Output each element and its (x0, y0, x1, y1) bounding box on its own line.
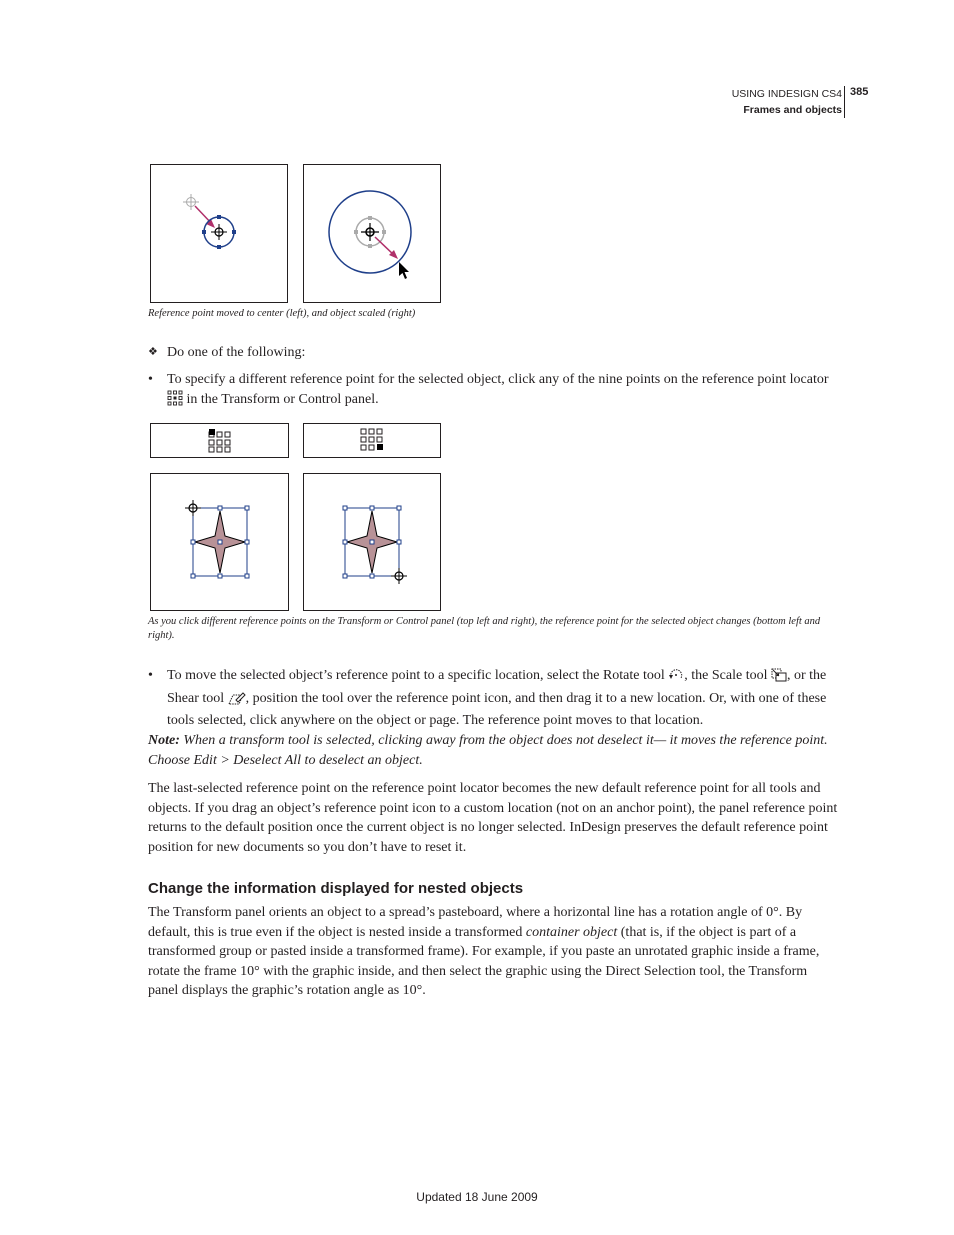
running-header (732, 86, 842, 118)
reference-point-locator-bottom-right-selected (304, 424, 440, 457)
note-paragraph (148, 731, 840, 770)
figure-star-top-left-reference (150, 473, 289, 611)
bullet1-text-start: To specify a different reference point for the selected object, click any of the nine points on the reference point locator (167, 372, 829, 387)
reference-point-locator-icon (167, 390, 183, 413)
note-label: Note: (148, 733, 180, 748)
panel-locator-top-left (150, 423, 289, 458)
figure-reference-point-moved (150, 164, 288, 303)
header-divider (844, 86, 845, 118)
note-text: When a transform tool is selected, clicking away from the object does not deselect it— it moves the reference point. Choose Edit > Deselect All to deselect an object. (148, 733, 828, 768)
book-title: USING INDESIGN CS4 (731, 88, 842, 100)
rotate-tool-icon (668, 668, 684, 689)
figure-object-scaled (303, 164, 441, 303)
bullet-marker: • (148, 372, 153, 387)
figure1-caption: Reference point moved to center (left), and object scaled (right) (148, 308, 416, 319)
panel-locator-top-right (303, 423, 441, 458)
page-number: 385 (850, 86, 869, 98)
bullet-item-move-reference-point (148, 666, 840, 731)
scale-tool-icon (771, 668, 787, 689)
object-scaled-illustration (304, 165, 440, 302)
step-instruction (148, 343, 840, 363)
step-marker: ❖ (148, 346, 158, 358)
bullet2-text-part1: To move the selected object’s reference point to a specific location, select the Rotate tool (167, 668, 665, 683)
reference-point-locator-top-left-selected (151, 424, 288, 457)
reference-point-moved-illustration (151, 165, 287, 302)
paragraph2-text-start: The Transform panel orients an object to a spread’s pasteboard, where a horizontal line has a rotation angle of 0°. By default, this is true even if the object is nested inside a transformed (148, 905, 803, 940)
star-object-bottom-right-reference-illustration (304, 474, 440, 610)
section-heading: Change the information displayed for nested objects (148, 880, 524, 897)
bullet2-text-part4: , position the tool over the reference point icon, and then drag it to a new location. Or, with one of these tools selected, click anywhere on the object or page. The reference point moves to that location. (167, 690, 827, 728)
paragraph-nested-objects (148, 903, 840, 1001)
bullet1-text-end: in the Transform or Control panel. (183, 391, 379, 407)
shear-tool-icon (228, 691, 246, 712)
bullet2-text-part3: , or the Shear tool (167, 668, 827, 706)
bullet-item-reference-point (148, 370, 840, 412)
figure2-caption: As you click different reference points on the Transform or Control panel (top left and right), the reference point for the selected object changes (bottom left and right). (148, 616, 821, 641)
page-footer: Updated 18 June 2009 (416, 1190, 538, 1204)
bullet-marker: • (148, 668, 153, 683)
bullet2-text-part2: , the Scale tool (684, 668, 768, 683)
step-text: Do one of the following: (167, 345, 306, 360)
star-object-top-left-reference-illustration (151, 474, 288, 610)
paragraph2-text-end: (that is, if the object is part of a transformed group or pasted inside a transformed frame). For example, if you paste an unrotated graphic inside a frame, rotate the frame 10° with the graphic inside, and then select the graphic using the Direct Selection tool, the Transform panel displays the graphic’s rotation angle as 10°. (148, 924, 820, 998)
paragraph-default-reference-point: The last-selected reference point on the reference point locator becomes the new default reference point for all tools and objects. If you drag an object’s reference point icon to a custom location (not on an anchor point), the panel reference point returns to the default position once the current object is no longer selected. InDesign preserves the default reference point position for new documents so you don’t have to reset it. (148, 781, 838, 855)
section-title: Frames and objects (743, 104, 842, 116)
figure-star-bottom-right-reference (303, 473, 441, 611)
container-object-term: container object (525, 924, 618, 940)
